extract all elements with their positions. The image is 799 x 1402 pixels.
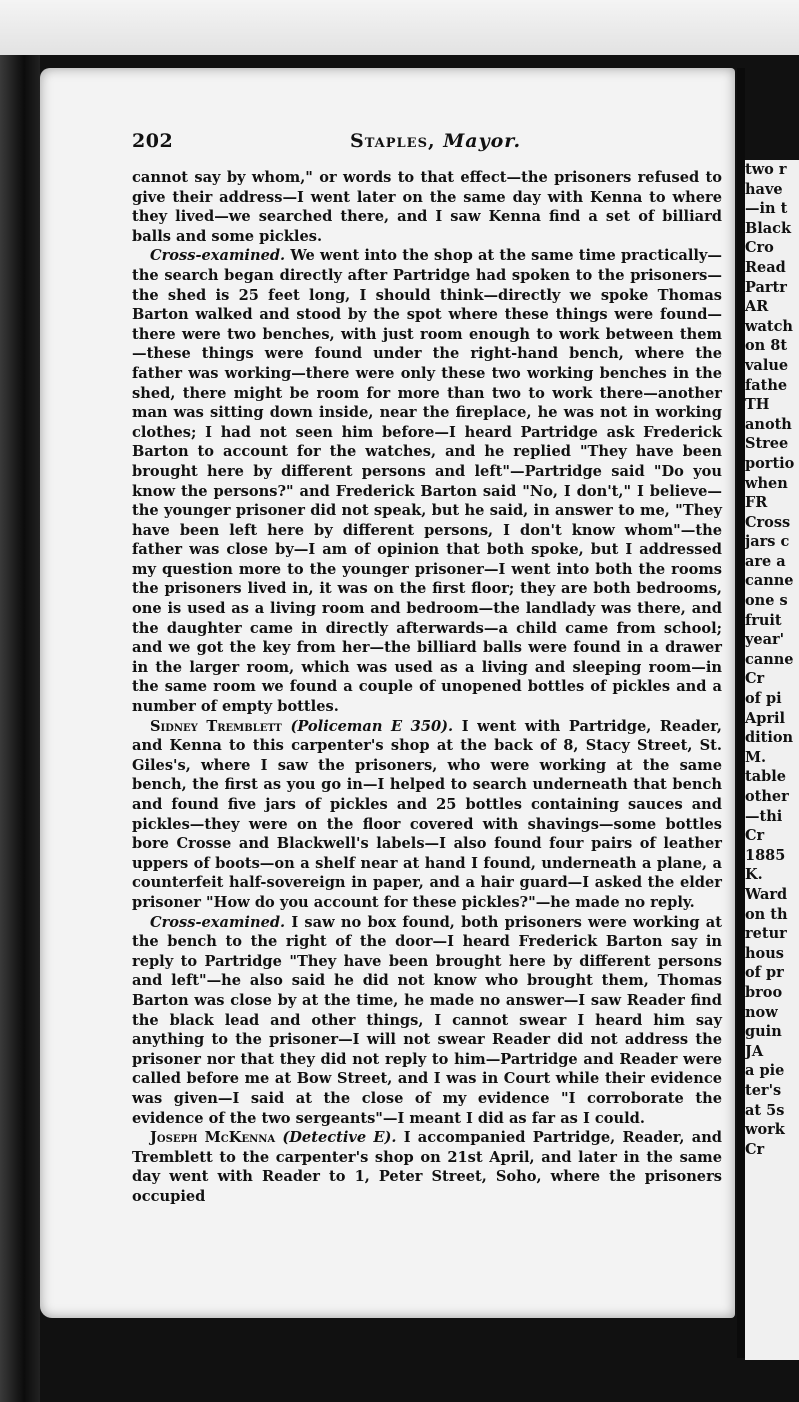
facing-page-line: hous [745, 944, 784, 962]
witness-role: (Detective E). [282, 1129, 397, 1147]
body-text [132, 168, 722, 1206]
facing-page-line: now [745, 1003, 778, 1021]
facing-page-line: two r [745, 161, 787, 178]
facing-page-line: fathe [745, 376, 788, 394]
paragraph-5 [132, 1128, 722, 1206]
running-head-name: Staples, [350, 130, 436, 152]
facing-page-line: M. [745, 748, 767, 766]
paragraph-4 [132, 913, 722, 1129]
paragraph-4-text: I saw no box found, both prisoners were working at the bench to the right of the door—I heard Frederick Barton say in reply to Partridge "They have been brought here by different persons and left"—he also said he did not know who brought them, Thomas Barton was close by at the time, he made no answer—I saw Reader find the black lead and other things, I cannot swear I heard him say anything to the prisoner—I will not swear Reader did not address the prisoner nor that they did not reply to him—Partridge and Reader were called before me at Bow Street, and I was in Court while their evidence was given—I said at the close of my evidence "I corroborate the evidence of the two sergeants"—I meant I did as far as I could. [132, 913, 722, 1127]
paragraph-1: cannot say by whom," or words to that effect—the prisoners refused to give their address—I went later on the same day with Kenna to where they lived—we searched there, and I saw Kenna find a set of billiard balls and some pickles. [132, 169, 722, 245]
facing-page-line: of pr [745, 964, 784, 982]
paragraph-5-text: I accompanied Partridge, Reader, and Tremblett to the carpenter's shop on 21st April, and later in the same day went with Reader to 1, Peter Street, Soho, where the prisoners occupied [132, 1129, 723, 1205]
facing-page-line: Cr [745, 1140, 765, 1158]
book-spine-edge [0, 55, 40, 1402]
page-number: 202 [132, 130, 174, 152]
facing-page-line: canne [745, 572, 794, 590]
facing-page-line: portio [745, 454, 795, 472]
running-head-title: Mayor. [443, 130, 522, 152]
paragraph-2 [132, 246, 722, 716]
facing-page-line: Black [745, 219, 792, 237]
facing-page-line: a pie [745, 1062, 785, 1080]
facing-page-line: ter's [745, 1081, 782, 1099]
cross-examined-label: Cross-examined. [150, 247, 286, 265]
facing-page-line: Partr [745, 278, 787, 296]
page-header [132, 130, 722, 168]
facing-page-line: Cro [745, 239, 774, 257]
facing-page-line: —thi [745, 807, 783, 825]
facing-page-line: broo [745, 983, 783, 1001]
facing-page-line: are a [745, 552, 786, 570]
facing-page-line: at 5s [745, 1101, 785, 1119]
facing-page-line: year' [745, 631, 785, 649]
facing-page-line: canne [745, 650, 794, 668]
facing-page-line: Stree [745, 435, 789, 453]
facing-page-line: one s [745, 592, 788, 610]
witness-role: (Policeman E 350). [290, 717, 454, 735]
facing-page-line: on 8t [745, 337, 788, 355]
running-head [350, 130, 521, 152]
facing-page-line: April [745, 709, 786, 727]
facing-page-line: have [745, 180, 783, 198]
paragraph-3-text: I went with Partridge, Reader, and Kenna to this carpenter's shop at the back of 8, Stacy Street, St. Giles's, where I saw the prisoners, who were working at the same bench, the first as you go in—I helped to search underneath that bench and found five jars of pickles and 25 bottles containing sauces and pickles—they were on the floor covered with shavings—some bottles bore Crosse and Blackwell's labels—I also found four pairs of leather uppers of boots—on a shelf near at hand I found, underneath a plane, a counterfeit half-sovereign in paper, and a hair guard—I asked the elder prisoner "How do you account for these pickles?"—he made no reply. [132, 717, 722, 911]
paragraph-2-text: We went into the shop at the same time practically—the search began directly after Partridge had spoken to the prisoners—the shed is 25 feet long, I should think—directly we spoke Thomas Barton walked and stood by the spot where these things were found—there were two benches, with just room enough to work between them—these things were found under the right-hand bench, where the father was working—there were only these two working benches in the shed, there might be room for more than two to work there—another man was sitting down inside, near the fireplace, he was not in working clothes; I had not seen him before—I heard Partridge ask Frederick Barton to account for the watches, and he replied "They have been brought here by different persons and left"—Partridge said "Do you know the persons?" and Frederick Barton said "No, I don't," I believe—the younger prisoner did not speak, but he said, in answer to me, "They have been left here by different persons, I don't know whom"—the father was close by—I am of opinion that both spoke, but I addressed my question more to the younger prisoner—I went into both the rooms the prisoners lived in, it was on the first floor; they are both bedrooms, one is used as a living room and bedroom—the landlady was there, and the daughter came in directly afterwards—a child came from school; and we got the key from her—the billiard balls were found in a drawer in the larger room, which was used as a living and sleeping room—in the same room we found a couple of unopened bottles of pickles and a number of empty bottles. [132, 247, 722, 716]
paragraph-3 [132, 717, 722, 913]
facing-page-line: guin [745, 1023, 782, 1041]
facing-page-line: —in t [745, 200, 788, 218]
facing-page-line: of pi [745, 690, 782, 708]
facing-page-line: JA [745, 1042, 764, 1060]
facing-page-line: on th [745, 905, 788, 923]
facing-page-line: Cr [745, 827, 765, 845]
page-content [132, 130, 722, 1206]
facing-page-line: Ward [745, 885, 788, 903]
page-gutter [737, 68, 745, 1358]
facing-page-line: fruit [745, 611, 782, 629]
facing-page-line: Read [745, 258, 786, 276]
facing-page-line: jars c [745, 533, 790, 551]
facing-page [745, 160, 799, 1360]
facing-page-line: TH [745, 396, 770, 414]
facing-page-line: retur [745, 925, 787, 943]
facing-page-line: dition [745, 729, 794, 747]
facing-page-line: Cross [745, 513, 791, 531]
facing-page-line: Cr [745, 670, 765, 688]
facing-page-line: anoth [745, 415, 792, 433]
facing-page-line: AR [745, 298, 769, 316]
facing-page-line: table [745, 768, 786, 786]
facing-page-line: other [745, 788, 789, 805]
facing-page-line: when [745, 474, 788, 492]
cross-examined-label: Cross-examined. [150, 913, 286, 931]
facing-page-line: watch [745, 317, 793, 335]
facing-page-line: K. [745, 866, 763, 884]
witness-name: Joseph McKenna [150, 1129, 276, 1147]
facing-page-line: work [745, 1121, 785, 1139]
facing-page-line: value [745, 356, 789, 374]
book-page [40, 68, 735, 1318]
facing-page-line: 1885 [745, 846, 786, 864]
witness-name: Sidney Tremblett [150, 717, 282, 735]
facing-page-line: FR [745, 494, 768, 512]
